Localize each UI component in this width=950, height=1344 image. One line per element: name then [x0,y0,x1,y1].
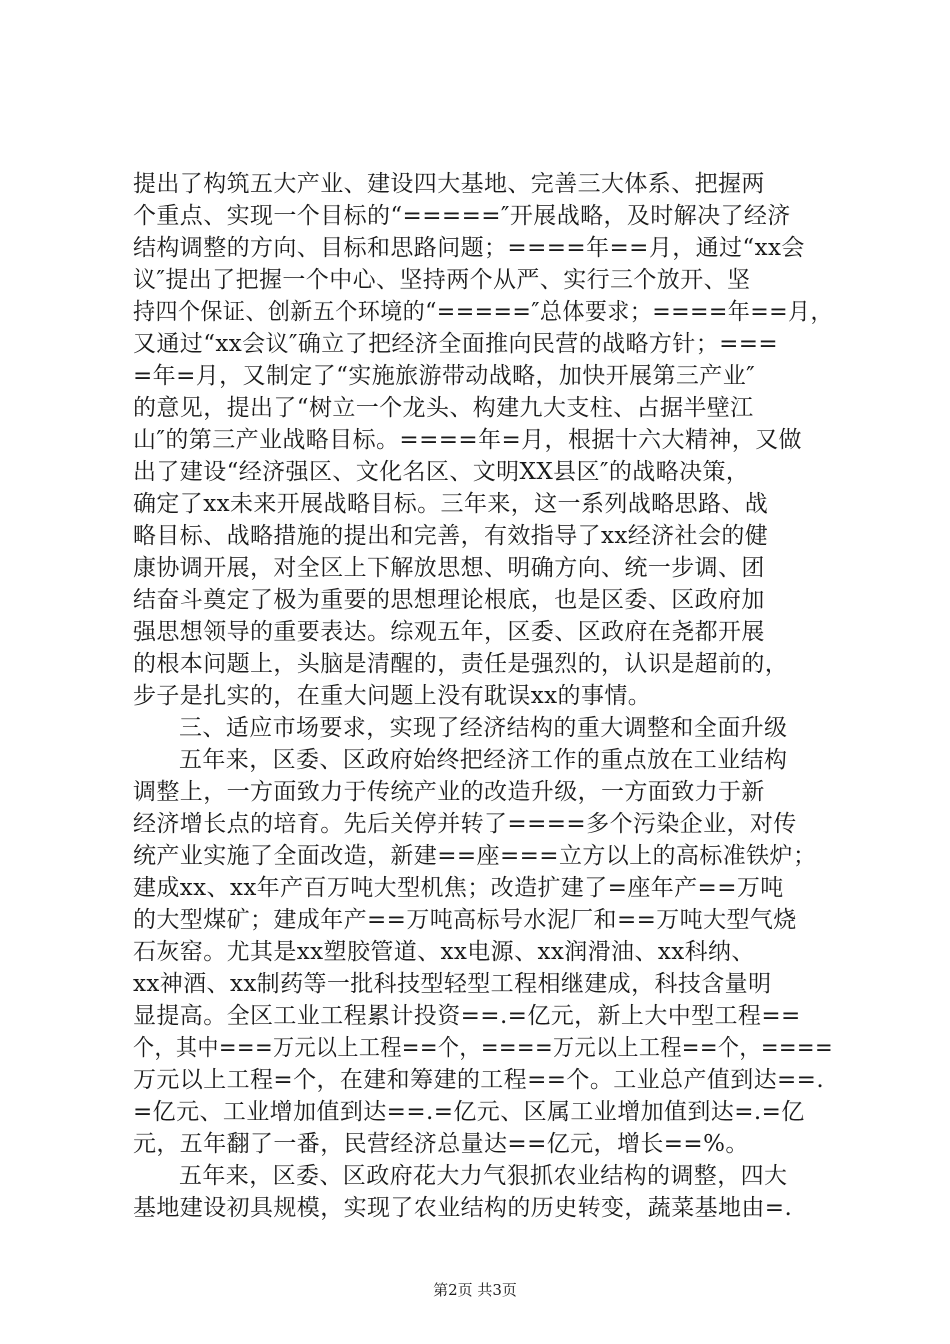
text-line: 调整上，一方面致力于传统产业的改造升级，一方面致力于新 [133,779,765,805]
text-line: 出了建设“经济强区、文化名区、文明XX县区″的战略决策， [133,459,750,485]
text-line: 个，其中===万元以上工程==个，====万元以上工程==个，==== [133,1035,833,1061]
text-line: 的大型煤矿；建成年产==万吨高标号水泥厂和==万吨大型气烧 [133,907,797,933]
text-line: 的意见，提出了“树立一个龙头、构建九大支柱、占据半壁江 [133,395,754,421]
text-line: 结奋斗奠定了极为重要的思想理论根底，也是区委、区政府加 [133,587,765,613]
body-text [133,168,833,1224]
text-line: 山″的第三产业战略目标。====年=月，根据十六大精神，又做 [133,427,802,453]
page-footer: 第2页 共3页 [433,1281,517,1299]
text-line: 元，五年翻了一番，民营经济总量达==亿元，增长==%。 [133,1131,749,1157]
text-line: 三、适应市场要求，实现了经济结构的重大调整和全面升级 [179,715,788,741]
text-line: 的根本问题上，头脑是清醒的，责任是强烈的，认识是超前的， [133,651,789,677]
text-line: xx神酒、xx制药等一批科技型轻型工程相继建成，科技含量明 [133,971,772,997]
text-line: 基地建设初具规模，实现了农业结构的历史转变，蔬菜基地由=. [133,1195,793,1221]
text-line: 步子是扎实的，在重大问题上没有耽误xx的事情。 [133,683,652,709]
text-line: 个重点、实现一个目标的“=====″开展战略，及时解决了经济 [133,203,791,229]
text-line: 石灰窑。尤其是xx塑胶管道、xx电源、xx润滑油、xx科纳、 [133,939,755,965]
text-line: 建成xx、xx年产百万吨大型机焦；改造扩建了=座年产==万吨 [133,875,784,901]
text-line: =年=月，又制定了“实施旅游带动战略，加快开展第三产业″ [133,363,756,389]
text-line: 确定了xx未来开展战略目标。三年来，这一系列战略思路、战 [133,491,769,517]
text-line: 五年来，区委、区政府花大力气狠抓农业结构的调整，四大 [179,1163,788,1189]
text-line: 强思想领导的重要表达。综观五年，区委、区政府在尧都开展 [133,619,765,645]
text-line: =亿元、工业增加值到达==.=亿元、区属工业增加值到达=.=亿 [133,1099,805,1125]
text-line: 经济增长点的培育。先后关停并转了====多个污染企业，对传 [133,811,797,837]
text-line: 显提高。全区工业工程累计投资==.=亿元，新上大中型工程== [133,1003,801,1029]
text-line: 五年来，区委、区政府始终把经济工作的重点放在工业结构 [179,747,788,773]
text-line: 结构调整的方向、目标和思路问题；====年==月，通过“xx会 [133,235,805,261]
text-line: 提出了构筑五大产业、建设四大基地、完善三大体系、把握两 [133,171,765,197]
text-line: 略目标、战略措施的提出和完善，有效指导了xx经济社会的健 [133,523,769,549]
text-line: 持四个保证、创新五个环境的“=====″总体要求；====年==月， [133,299,833,325]
text-line: 议″提出了把握一个中心、坚持两个从严、实行三个放开、坚 [133,267,751,293]
text-line: 万元以上工程=个，在建和筹建的工程==个。工业总产值到达==. [133,1067,825,1093]
text-line: 统产业实施了全面改造，新建==座===立方以上的高标准铁炉； [133,843,817,869]
text-line: 康协调开展，对全区上下解放思想、明确方向、统一步调、团 [133,555,765,581]
text-line: 又通过“xx会议″确立了把经济全面推向民营的战略方针；=== [133,331,779,357]
